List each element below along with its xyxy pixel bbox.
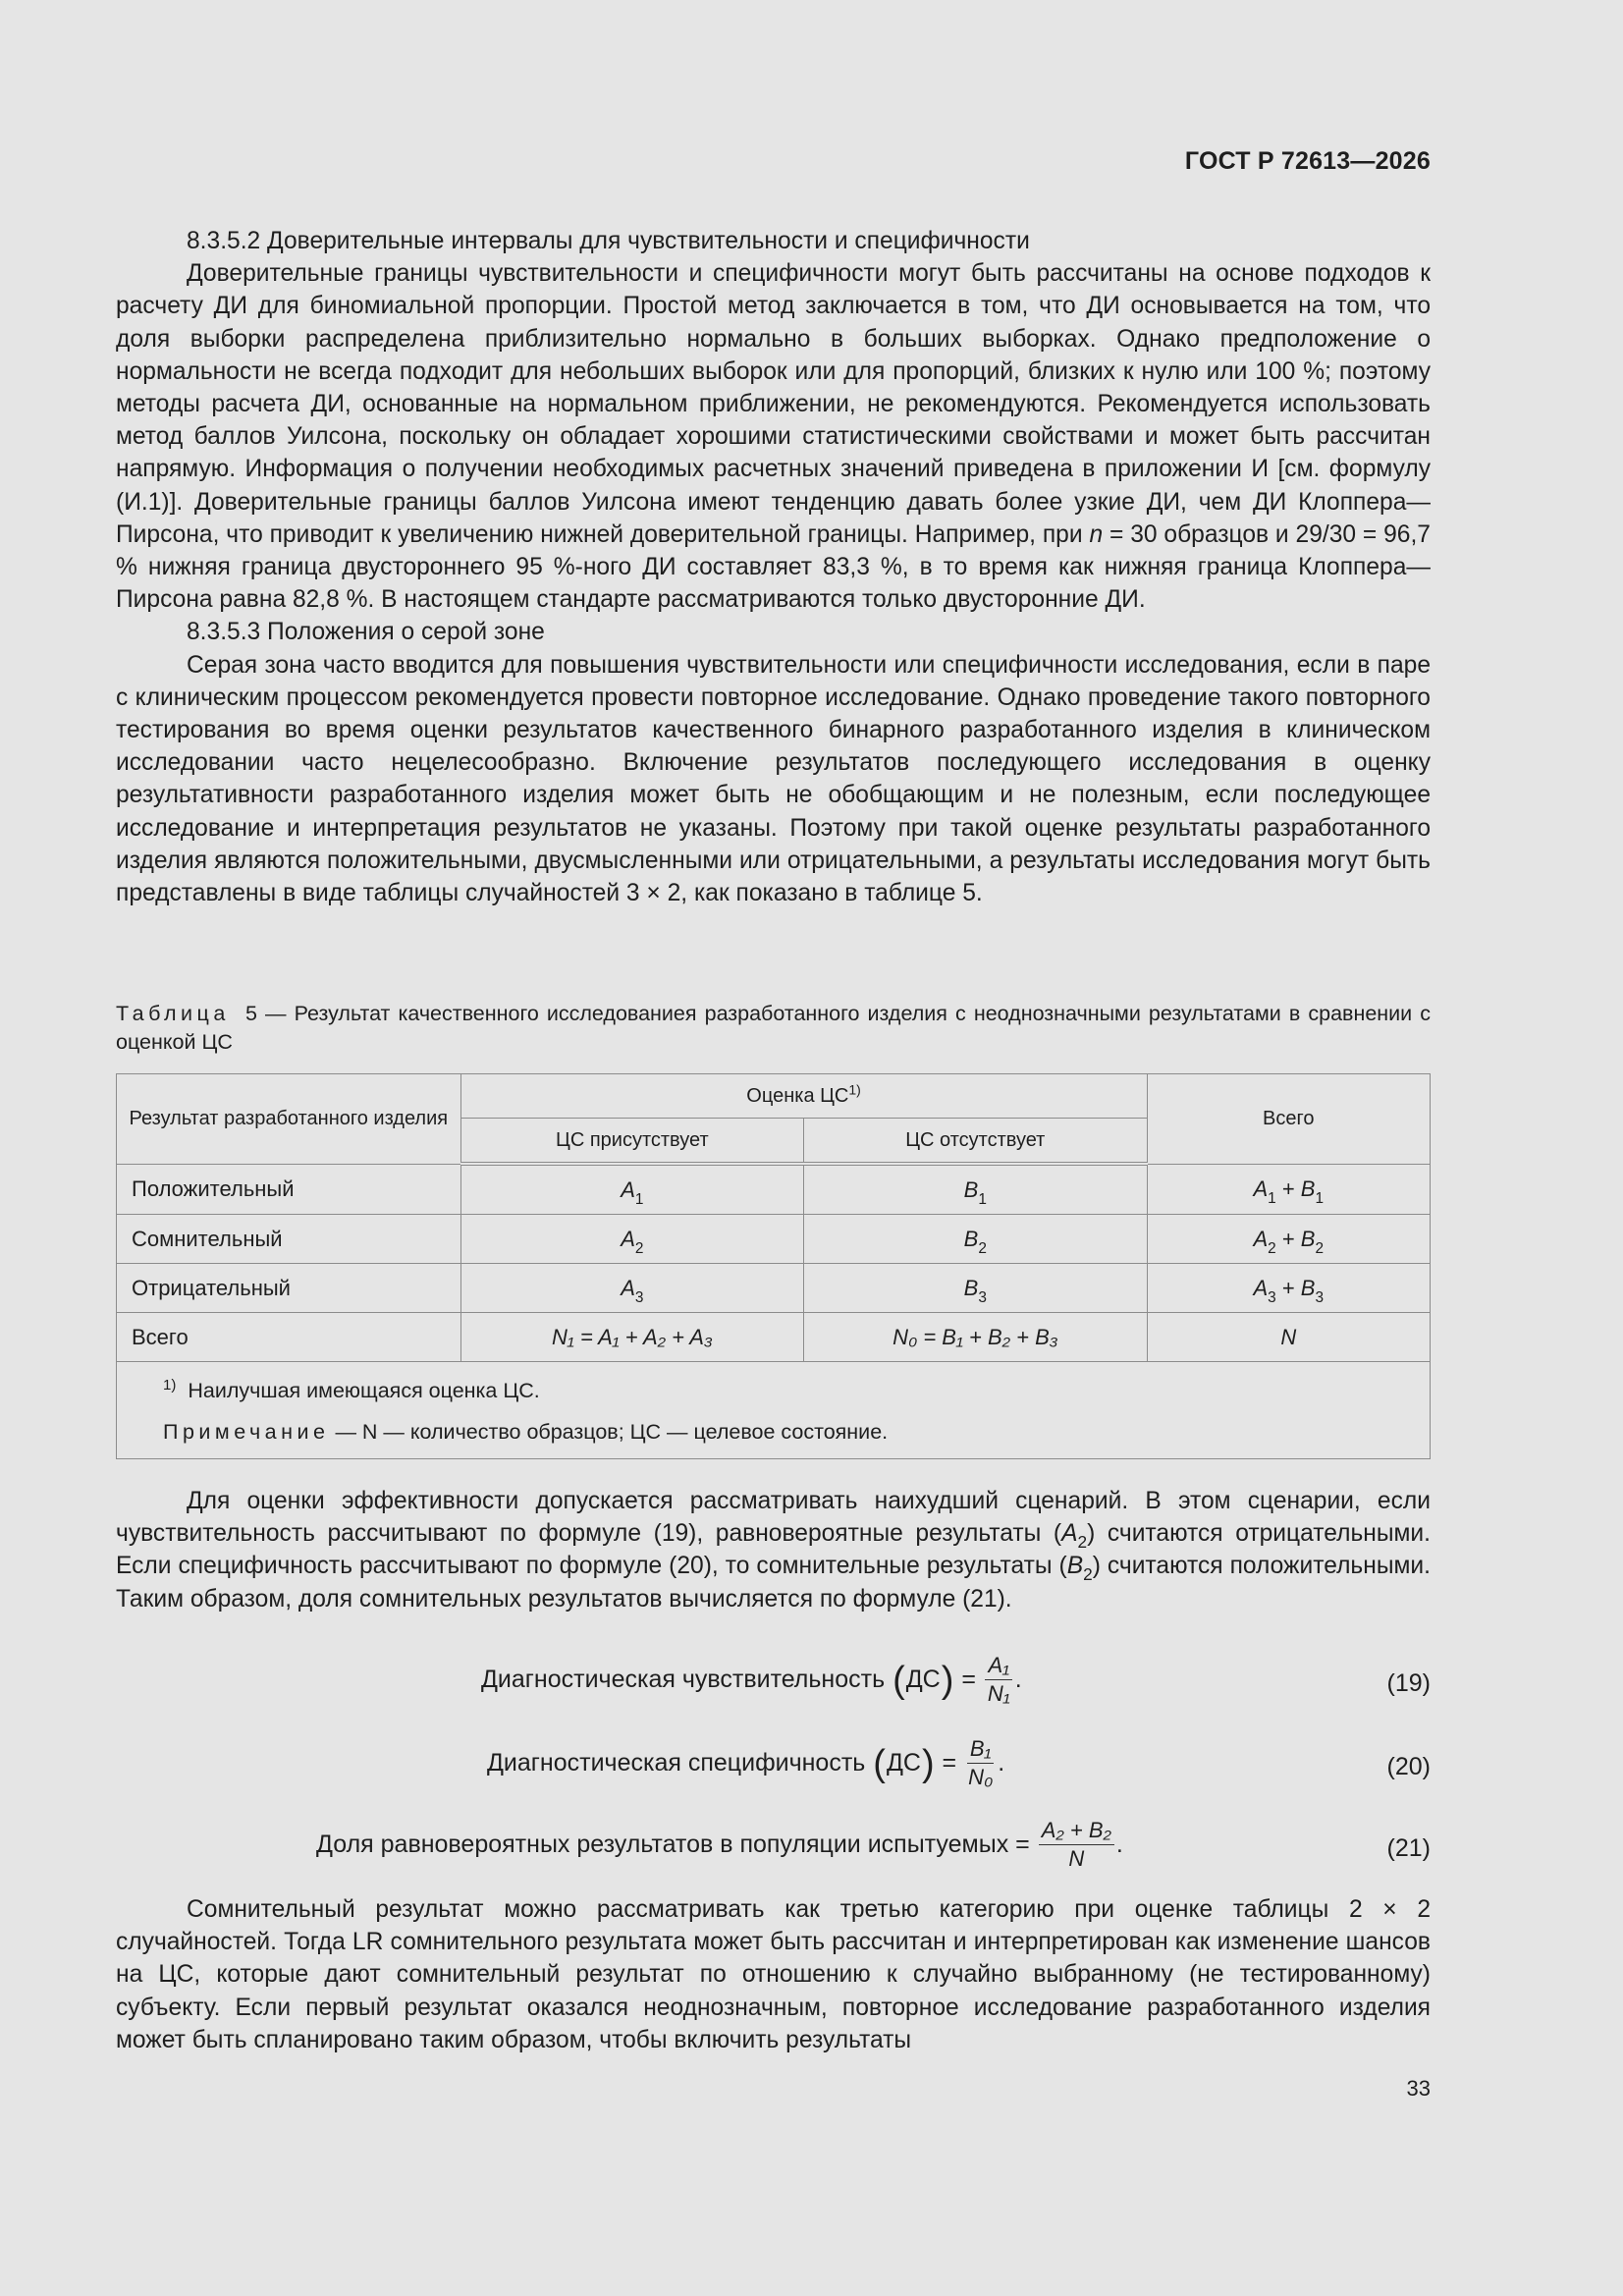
table-caption-label: Таблица: [116, 1002, 230, 1025]
cell: $B_2$: [804, 1215, 1147, 1264]
paragraph: Доверительные границы чувствительности и специфичности могут быть рассчитаны на основе подходов к расчету ДИ для биномиальной пропорции. Простой метод заключается в том, что ДИ основывается на том, что доля выборки распределена приблизительно нормально в больших выборках. Однако предположение о нормальности не всегда подходит для небольших выборок или для пропорций, близких к нулю или 100 %; поэтому методы расчета ДИ, основанные на нормальном приближении, не рекомендуются. Рекомендуется использовать метод баллов Уилсона, поскольку он обладает хорошими статистическими свойствами и может быть рассчитан напрямую. Информация о получении необходимых расчетных значений приведена в приложении И [см. формулу (И.1)]. Доверительные границы баллов Уилсона имеют тенденцию давать более узкие ДИ, чем ДИ Клоппера—Пирсона, что приводит к увеличению нижней доверительной границы. Например, при n = 30 образцов и 29/30 = 96,7 % нижняя граница двустороннего 95 %-ного ДИ составляет 83,3 %, в то время как нижняя граница Клоппера—Пирсона равна 82,8 %. В настоящем стандарте рассматриваются только двусторонние ДИ.: [116, 260, 1431, 614]
row-label: Сомнительный: [117, 1215, 461, 1264]
section-title: 8.3.5.3 Положения о серой зоне: [187, 619, 545, 646]
cell: $B_1$: [804, 1164, 1147, 1215]
head-absent: ЦС отсутствует: [804, 1119, 1147, 1165]
table-row: [117, 1264, 1431, 1313]
document-header: ГОСТ Р 72613—2026: [1184, 147, 1431, 175]
cell: $A_1$: [460, 1164, 803, 1215]
table-footer: [117, 1362, 1431, 1459]
cell: $A_3 + B_3$: [1147, 1264, 1430, 1313]
page-number: 33: [1406, 2076, 1431, 2101]
formula-number: (20): [1386, 1753, 1431, 1780]
table-5: [116, 1073, 1431, 1459]
table-row-total: [117, 1313, 1431, 1362]
cell: N₁ = A₁ + A₂ + A₃: [460, 1313, 803, 1362]
formula-number: (21): [1386, 1834, 1431, 1862]
table-row: [117, 1164, 1431, 1215]
table-note: Примечание — N — количество образцов; ЦС — целевое состояние.: [163, 1420, 889, 1444]
formula-19: Диагностическая чувствительность ( ДС ) = $\frac{\text{A₁}}{\text{N₁}}$ . (19): [481, 1653, 1431, 1706]
cell: $A_2$: [460, 1215, 803, 1264]
paragraph-lr: Сомнительный результат можно рассматривать как третью категорию при оценке таблицы 2 × 2 случайностей. Тогда LR сомнительного результата может быть рассчитан и интерпретирован как изменение шансов на ЦС, которые дают сомнительный результат по отношению к случайно выбранному (не тестированному) субъекту. Если первый результат оказался неоднозначным, повторное исследование разработанного изделия может быть спланировано таким образом, чтобы включить результаты: [116, 1896, 1431, 2053]
cell: $A_1 + B_1$: [1147, 1164, 1430, 1215]
table-caption-text: 5 — Результат качественного исследованиея разработанного изделия с неоднозначными результатами в сравнении с оценкой ЦС: [116, 1002, 1432, 1054]
section-title: 8.3.5.2 Доверительные интервалы для чувствительности и специфичности: [187, 228, 1030, 254]
table-caption: [116, 1000, 1431, 1057]
paragraph-worst-case: Для оценки эффективности допускается рассматривать наихудший сценарий. В этом сценарии, если чувствительность рассчитывают по формуле (19), равновероятные результаты $(A_2)$ считаются отрицательными. Если специфичность рассчитывают по формуле (20), то сомнительные результаты $(B_2)$ считаются положительными. Таким образом, доля сомнительных результатов вычисляется по формуле (21).: [116, 1488, 1431, 1613]
cell: N: [1147, 1313, 1430, 1362]
formula-21: Доля равновероятных результатов в популяции испытуемых = $\frac{\text{A₂ + B₂}}{N}$ . (21): [316, 1818, 1431, 1871]
footnote: $^{1)}$ Наилучшая имеющаяся оценка ЦС.: [163, 1376, 540, 1402]
cell: $A_3$: [460, 1264, 803, 1313]
formula-number: (19): [1386, 1669, 1431, 1697]
cell: $A_2 + B_2$: [1147, 1215, 1430, 1264]
row-label: Всего: [117, 1313, 461, 1362]
cell: N₀ = B₁ + B₂ + B₃: [804, 1313, 1147, 1362]
head-result: Результат разработанного изделия: [117, 1074, 461, 1165]
paragraph: Серая зона часто вводится для повышения чувствительности или специфичности исследования, если в паре с клиническим процессом рекомендуется провести повторное исследование. Однако проведение такого повторного тестирования во время оценки результатов качественного бинарного разработанного изделия в клиническом исследовании часто нецелесообразно. Включение результатов последующего исследования в оценку результативности разработанного изделия может быть не обобщающим и не полезным, если последующее исследование и интерпретация результатов не указаны. Поэтому при такой оценке результаты разработанного изделия являются положительными, двусмысленными или отрицательными, а результаты исследования могут быть представлены в виде таблицы случайностей 3 × 2, как показано в таблице 5.: [116, 651, 1431, 907]
row-label: Отрицательный: [117, 1264, 461, 1313]
row-label: Положительный: [117, 1164, 461, 1215]
head-assessment: Оценка ЦС$^{1)}$: [460, 1074, 1147, 1119]
head-present: ЦС присутствует: [460, 1119, 803, 1165]
section-8-3-5-2: [116, 225, 1431, 909]
table-row: [117, 1215, 1431, 1264]
cell: $B_3$: [804, 1264, 1147, 1313]
head-total: Всего: [1147, 1074, 1430, 1165]
formula-20: Диагностическая специфичность ( ДС ) = $\frac{\text{B₁}}{\text{N₀}}$ . (20): [487, 1736, 1431, 1789]
